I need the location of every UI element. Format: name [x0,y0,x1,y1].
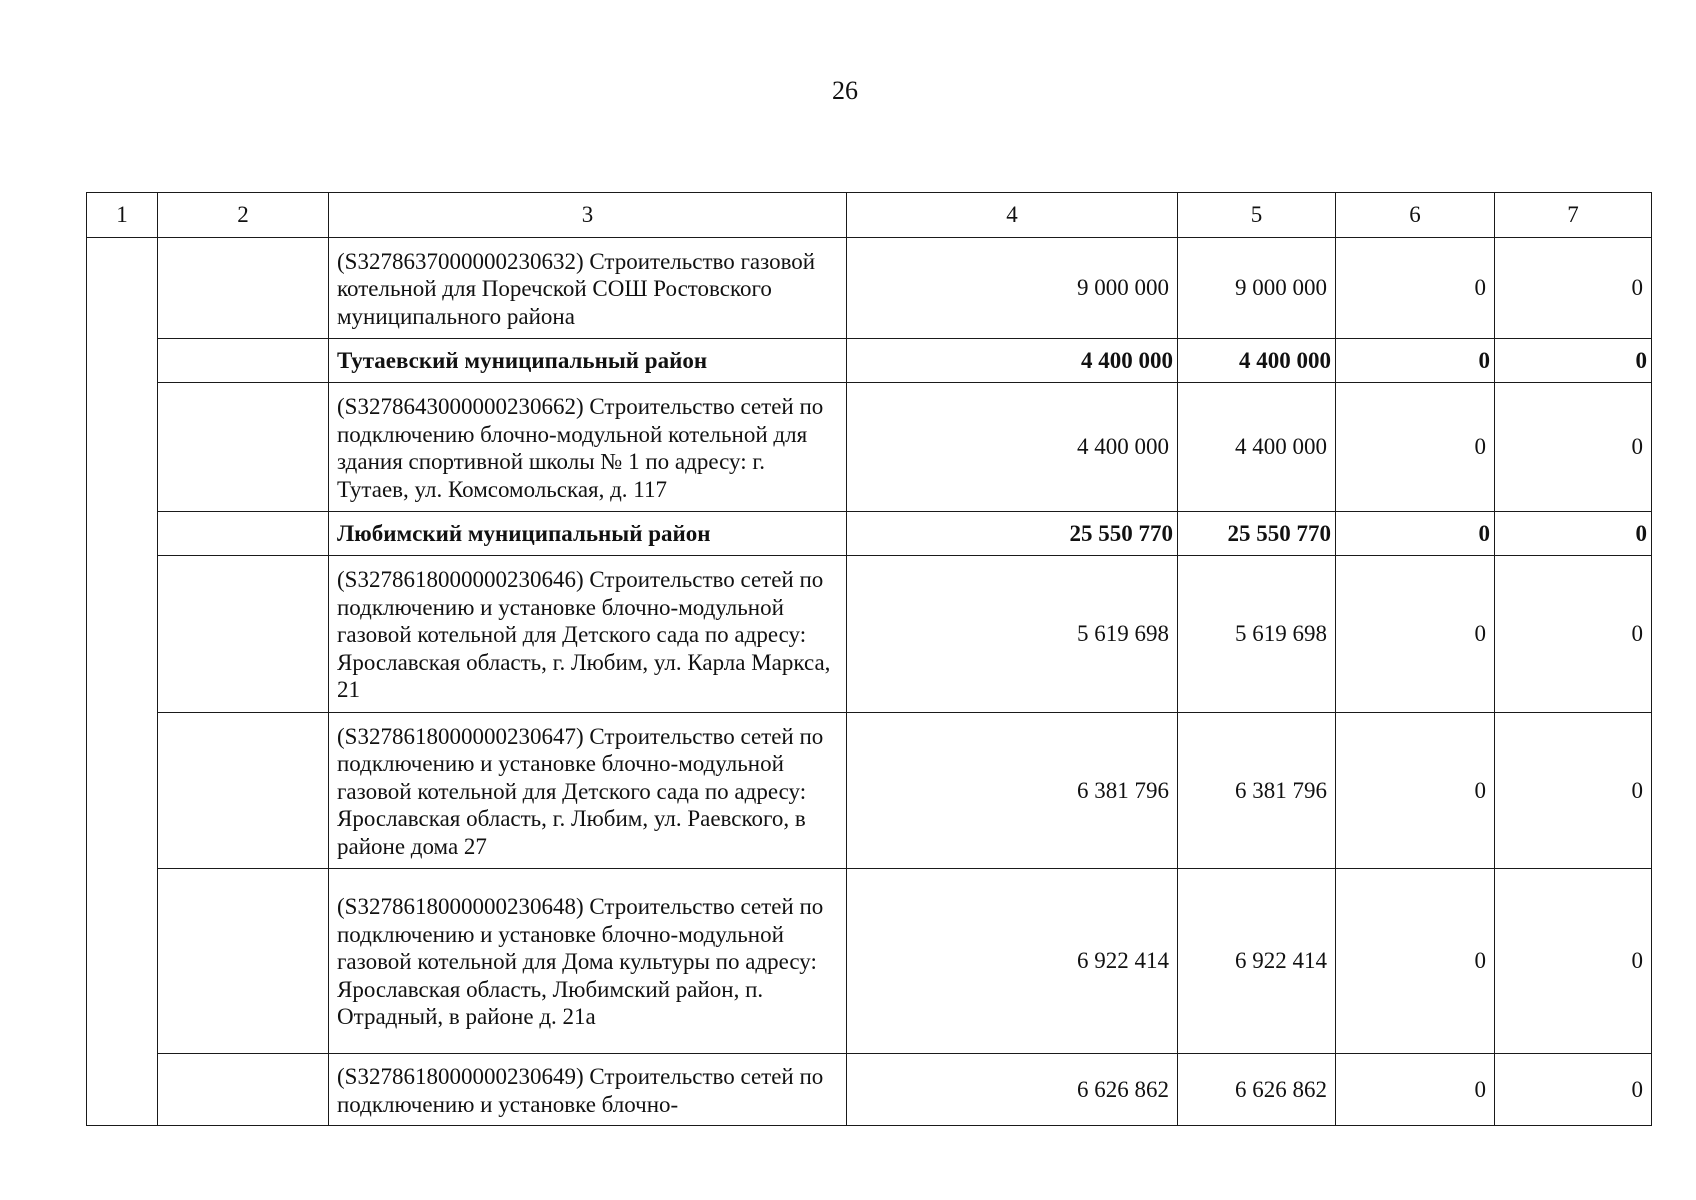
value-col-5: 6 922 414 [1178,869,1336,1054]
value-col-4: 4 400 000 [847,339,1178,383]
item-description: (S3278618000000230646) Строительство сетей по подключению и установке блочно-модульной газовой котельной для Детского сада по адресу: Ярославская область, г. Любим, ул. Карла Маркса, 21 [329,556,847,713]
value-col-6: 0 [1336,512,1495,556]
column-2-cell [158,383,329,512]
value-col-7: 0 [1495,512,1652,556]
value-col-5: 25 550 770 [1178,512,1336,556]
district-row [87,339,1652,383]
column-2-cell [158,339,329,383]
value-col-4: 25 550 770 [847,512,1178,556]
value-col-5: 9 000 000 [1178,238,1336,339]
item-description: (S3278618000000230649) Строительство сетей по подключению и установке блочно- [329,1054,847,1126]
value-col-7: 0 [1495,556,1652,713]
page-number: 26 [832,76,858,105]
value-col-7: 0 [1495,383,1652,512]
value-col-5: 5 619 698 [1178,556,1336,713]
column-2-cell [158,869,329,1054]
value-col-5: 6 381 796 [1178,713,1336,869]
value-col-4: 9 000 000 [847,238,1178,339]
district-row [87,512,1652,556]
column-2-cell [158,512,329,556]
column-header: 6 [1336,193,1495,238]
column-header: 7 [1495,193,1652,238]
column-header: 5 [1178,193,1336,238]
table-row [87,869,1652,1054]
district-name: Любимский муниципальный район [329,512,847,556]
value-col-4: 6 626 862 [847,1054,1178,1126]
value-col-7: 0 [1495,339,1652,383]
value-col-6: 0 [1336,1054,1495,1126]
value-col-6: 0 [1336,339,1495,383]
value-col-4: 5 619 698 [847,556,1178,713]
value-col-4: 6 381 796 [847,713,1178,869]
table-row [87,556,1652,713]
value-col-6: 0 [1336,383,1495,512]
table-row [87,383,1652,512]
table-row [87,1054,1652,1126]
table-row [87,713,1652,869]
value-col-6: 0 [1336,869,1495,1054]
item-description: (S3278637000000230632) Строительство газовой котельной для Поречской СОШ Ростовского муниципального района [329,238,847,339]
value-col-4: 6 922 414 [847,869,1178,1054]
column-2-cell [158,556,329,713]
column-2-cell [158,238,329,339]
table-row [87,238,1652,339]
column-header: 4 [847,193,1178,238]
value-col-5: 4 400 000 [1178,339,1336,383]
column-header-row [87,193,1652,238]
value-col-6: 0 [1336,713,1495,869]
value-col-4: 4 400 000 [847,383,1178,512]
value-col-6: 0 [1336,238,1495,339]
district-name: Тутаевский муниципальный район [329,339,847,383]
column-header: 3 [329,193,847,238]
column-header: 2 [158,193,329,238]
column-1-cell [87,238,158,1126]
item-description: (S3278618000000230648) Строительство сетей по подключению и установке блочно-модульной газовой котельной для Дома культуры по адресу: Ярославская область, Любимский район, п. Отрадный, в районе д. 21а [329,869,847,1054]
value-col-7: 0 [1495,238,1652,339]
column-2-cell [158,1054,329,1126]
value-col-5: 4 400 000 [1178,383,1336,512]
budget-table [86,192,1652,1126]
item-description: (S3278618000000230647) Строительство сетей по подключению и установке блочно-модульной газовой котельной для Детского сада по адресу: Ярославская область, г. Любим, ул. Раевского, в районе дома 27 [329,713,847,869]
item-description: (S3278643000000230662) Строительство сетей по подключению блочно-модульной котельной для здания спортивной школы № 1 по адресу: г. Тутаев, ул. Комсомольская, д. 117 [329,383,847,512]
value-col-7: 0 [1495,713,1652,869]
value-col-6: 0 [1336,556,1495,713]
column-header: 1 [87,193,158,238]
value-col-5: 6 626 862 [1178,1054,1336,1126]
value-col-7: 0 [1495,869,1652,1054]
column-2-cell [158,713,329,869]
value-col-7: 0 [1495,1054,1652,1126]
